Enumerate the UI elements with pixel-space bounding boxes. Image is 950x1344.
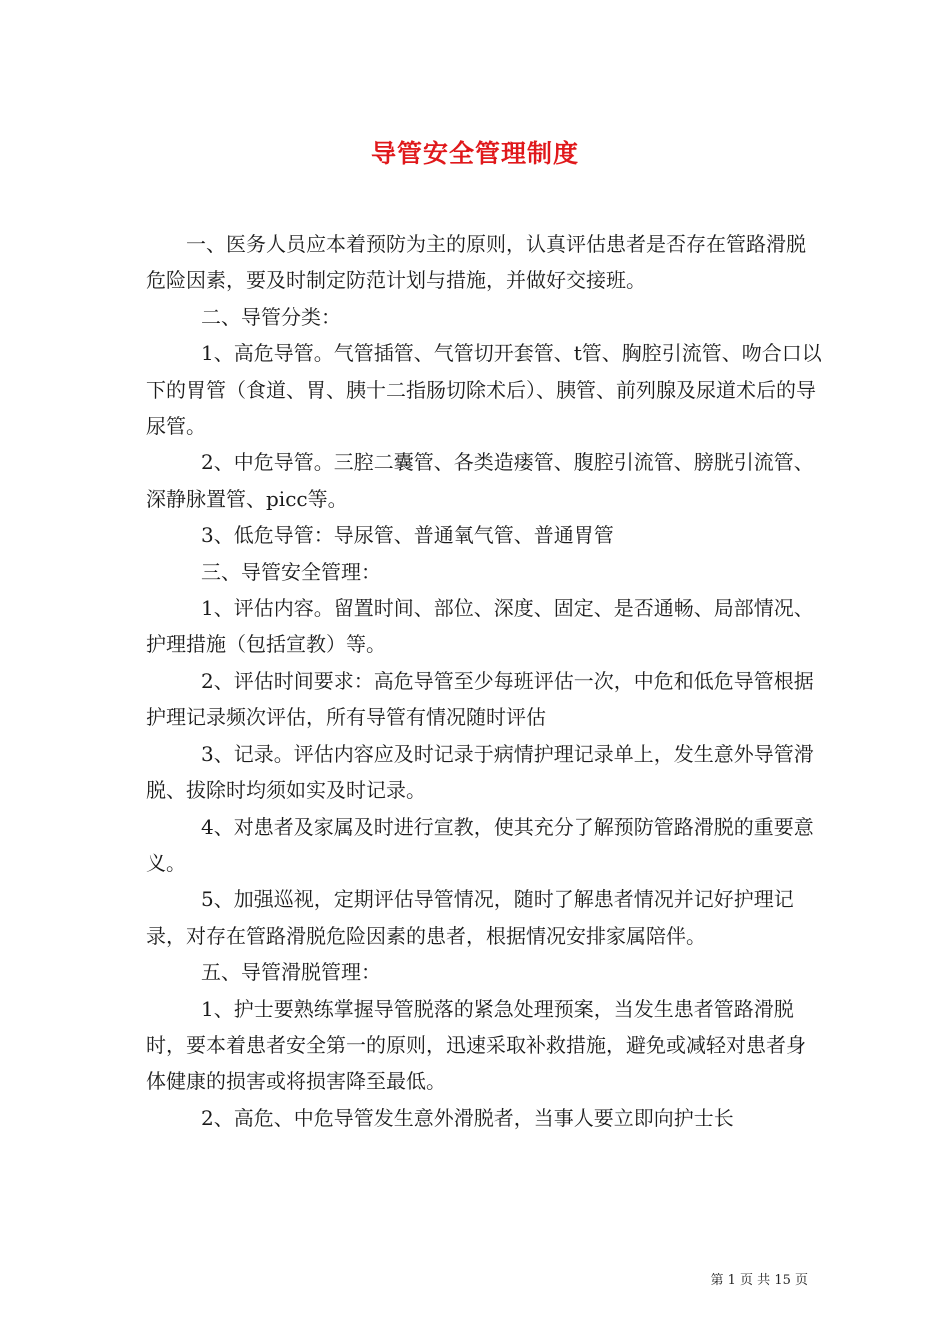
page-number: 第 1 页 共 15 页 (710, 1273, 808, 1288)
heading-classification: 二、导管分类： (201, 304, 341, 329)
paragraph-assessment-time: 2、评估时间要求：高危导管至少每班评估一次，中危和低危导管根据护理记录频次评估，所有导管有情况随时评估 (146, 668, 814, 730)
heading-safety-management: 三、导管安全管理： (201, 559, 381, 584)
paragraph-principle: 一、医务人员应本着预防为主的原则，认真评估患者是否存在管路滑脱危险因素，要及时制定防范计划与措施，并做好交接班。 (146, 232, 806, 293)
paragraph-education: 4、对患者及家属及时进行宣教，使其充分了解预防管路滑脱的重要意义。 (146, 814, 814, 875)
document-body (146, 226, 822, 1136)
paragraph-records: 3、记录。评估内容应及时记录于病情护理记录单上，发生意外导管滑脱、拔除时均须如实及时记录。 (146, 741, 814, 803)
paragraph-medium-risk: 2、中危导管。三腔二囊管、各类造瘘管、腹腔引流管、膀胱引流管、深静脉置管、picc等。 (146, 450, 814, 511)
paragraph-high-risk: 1、高危导管。气管插管、气管切开套管、t管、胸腔引流管、吻合口以下的胃管（食道、胃、胰十二指肠切除术后）、胰管、前列腺及尿道术后的导尿管。 (146, 341, 822, 439)
paragraph-low-risk: 3、低危导管：导尿管、普通氧气管、普通胃管 (201, 523, 614, 548)
paragraph-inspection: 5、加强巡视，定期评估导管情况，随时了解患者情况并记好护理记录，对存在管路滑脱危险因素的患者，根据情况安排家属陪伴。 (146, 887, 794, 948)
heading-slippage-management: 五、导管滑脱管理： (201, 960, 381, 985)
paragraph-reporting: 2、高危、中危导管发生意外滑脱者，当事人要立即向护士长 (201, 1105, 734, 1130)
paragraph-assessment-content: 1、评估内容。留置时间、部位、深度、固定、是否通畅、局部情况、护理措施（包括宣教）等。 (146, 596, 814, 657)
document-title: 导管安全管理制度 (370, 139, 579, 168)
paragraph-emergency: 1、护士要熟练掌握导管脱落的紧急处理预案，当发生患者管路滑脱时，要本着患者安全第一的原则，迅速采取补救措施，避免或减轻对患者身体健康的损害或将损害降至最低。 (146, 996, 806, 1094)
